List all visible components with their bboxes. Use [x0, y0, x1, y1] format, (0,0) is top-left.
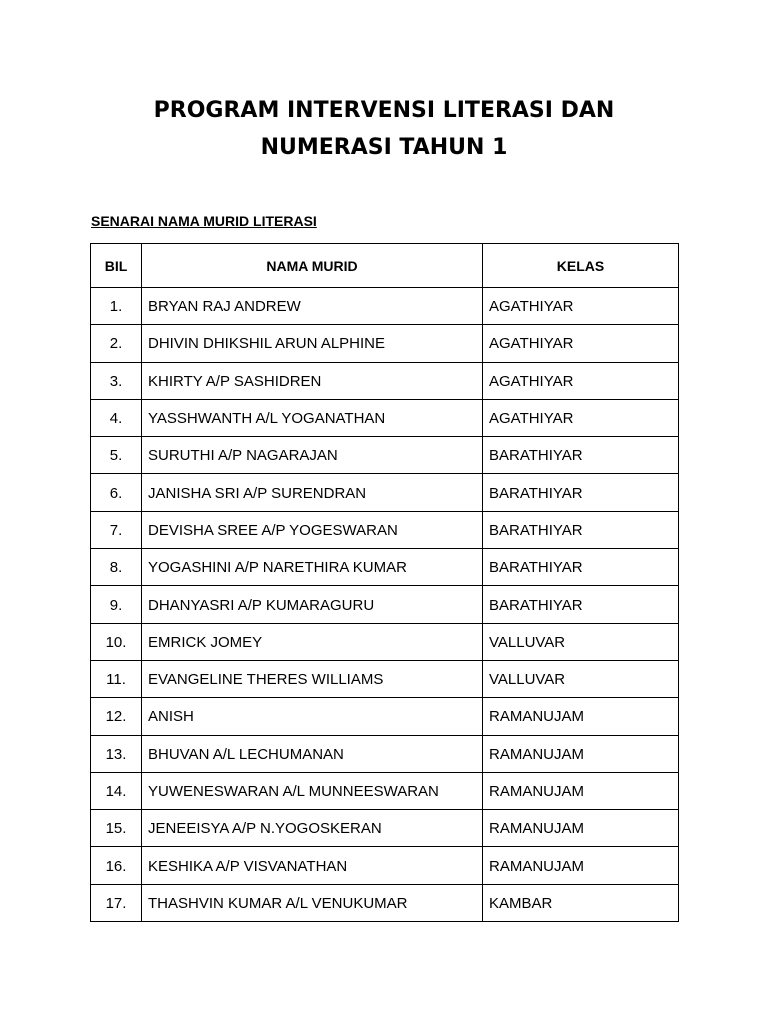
cell-nama-murid: DHIVIN DHIKSHIL ARUN ALPHINE [142, 325, 483, 362]
cell-bil: 17. [91, 884, 142, 921]
table-header-row [91, 244, 679, 288]
cell-nama-murid: KESHIKA A/P VISVANATHAN [142, 847, 483, 884]
cell-nama-murid: SURUTHI A/P NAGARAJAN [142, 437, 483, 474]
table-row [91, 549, 679, 586]
cell-kelas: VALLUVAR [483, 660, 679, 697]
cell-kelas: BARATHIYAR [483, 437, 679, 474]
cell-kelas: AGATHIYAR [483, 399, 679, 436]
cell-bil: 7. [91, 511, 142, 548]
table-row [91, 437, 679, 474]
table-row [91, 884, 679, 921]
cell-nama-murid: BRYAN RAJ ANDREW [142, 288, 483, 325]
cell-kelas: BARATHIYAR [483, 511, 679, 548]
cell-nama-murid: EVANGELINE THERES WILLIAMS [142, 660, 483, 697]
cell-nama-murid: YASSHWANTH A/L YOGANATHAN [142, 399, 483, 436]
cell-nama-murid: DEVISHA SREE A/P YOGESWARAN [142, 511, 483, 548]
cell-nama-murid: DHANYASRI A/P KUMARAGURU [142, 586, 483, 623]
table-row [91, 735, 679, 772]
cell-bil: 3. [91, 362, 142, 399]
table-row [91, 399, 679, 436]
cell-bil: 2. [91, 325, 142, 362]
cell-bil: 10. [91, 623, 142, 660]
cell-kelas: RAMANUJAM [483, 847, 679, 884]
section-subtitle: SENARAI NAMA MURID LITERASI [91, 213, 317, 229]
cell-kelas: AGATHIYAR [483, 288, 679, 325]
cell-nama-murid: KHIRTY A/P SASHIDREN [142, 362, 483, 399]
table-row [91, 847, 679, 884]
cell-bil: 13. [91, 735, 142, 772]
header-bil: BIL [91, 244, 142, 288]
document-title-line-1: PROGRAM INTERVENSI LITERASI DAN [153, 98, 615, 123]
table-row [91, 511, 679, 548]
cell-bil: 9. [91, 586, 142, 623]
cell-nama-murid: THASHVIN KUMAR A/L VENUKUMAR [142, 884, 483, 921]
table-row [91, 288, 679, 325]
cell-kelas: RAMANUJAM [483, 735, 679, 772]
cell-bil: 6. [91, 474, 142, 511]
cell-kelas: BARATHIYAR [483, 474, 679, 511]
cell-kelas: BARATHIYAR [483, 586, 679, 623]
table-row [91, 362, 679, 399]
cell-kelas: KAMBAR [483, 884, 679, 921]
cell-kelas: VALLUVAR [483, 623, 679, 660]
header-nama-murid: NAMA MURID [142, 244, 483, 288]
table-row [91, 772, 679, 809]
document-title-line-2: NUMERASI TAHUN 1 [260, 135, 508, 160]
cell-nama-murid: YUWENESWARAN A/L MUNNEESWARAN [142, 772, 483, 809]
cell-bil: 5. [91, 437, 142, 474]
cell-kelas: RAMANUJAM [483, 772, 679, 809]
table-row [91, 810, 679, 847]
cell-bil: 12. [91, 698, 142, 735]
cell-bil: 15. [91, 810, 142, 847]
cell-bil: 16. [91, 847, 142, 884]
cell-kelas: AGATHIYAR [483, 362, 679, 399]
cell-bil: 1. [91, 288, 142, 325]
table-row [91, 660, 679, 697]
cell-kelas: RAMANUJAM [483, 698, 679, 735]
cell-nama-murid: ANISH [142, 698, 483, 735]
cell-nama-murid: JENEEISYA A/P N.YOGOSKERAN [142, 810, 483, 847]
cell-nama-murid: JANISHA SRI A/P SURENDRAN [142, 474, 483, 511]
cell-nama-murid: BHUVAN A/L LECHUMANAN [142, 735, 483, 772]
table-row [91, 698, 679, 735]
table-row [91, 586, 679, 623]
document-title [0, 92, 768, 166]
cell-bil: 8. [91, 549, 142, 586]
table-row [91, 474, 679, 511]
cell-bil: 4. [91, 399, 142, 436]
table-row [91, 623, 679, 660]
header-kelas: KELAS [483, 244, 679, 288]
cell-nama-murid: EMRICK JOMEY [142, 623, 483, 660]
table-row [91, 325, 679, 362]
cell-bil: 11. [91, 660, 142, 697]
student-table [90, 243, 679, 922]
cell-bil: 14. [91, 772, 142, 809]
cell-nama-murid: YOGASHINI A/P NARETHIRA KUMAR [142, 549, 483, 586]
cell-kelas: BARATHIYAR [483, 549, 679, 586]
cell-kelas: AGATHIYAR [483, 325, 679, 362]
cell-kelas: RAMANUJAM [483, 810, 679, 847]
